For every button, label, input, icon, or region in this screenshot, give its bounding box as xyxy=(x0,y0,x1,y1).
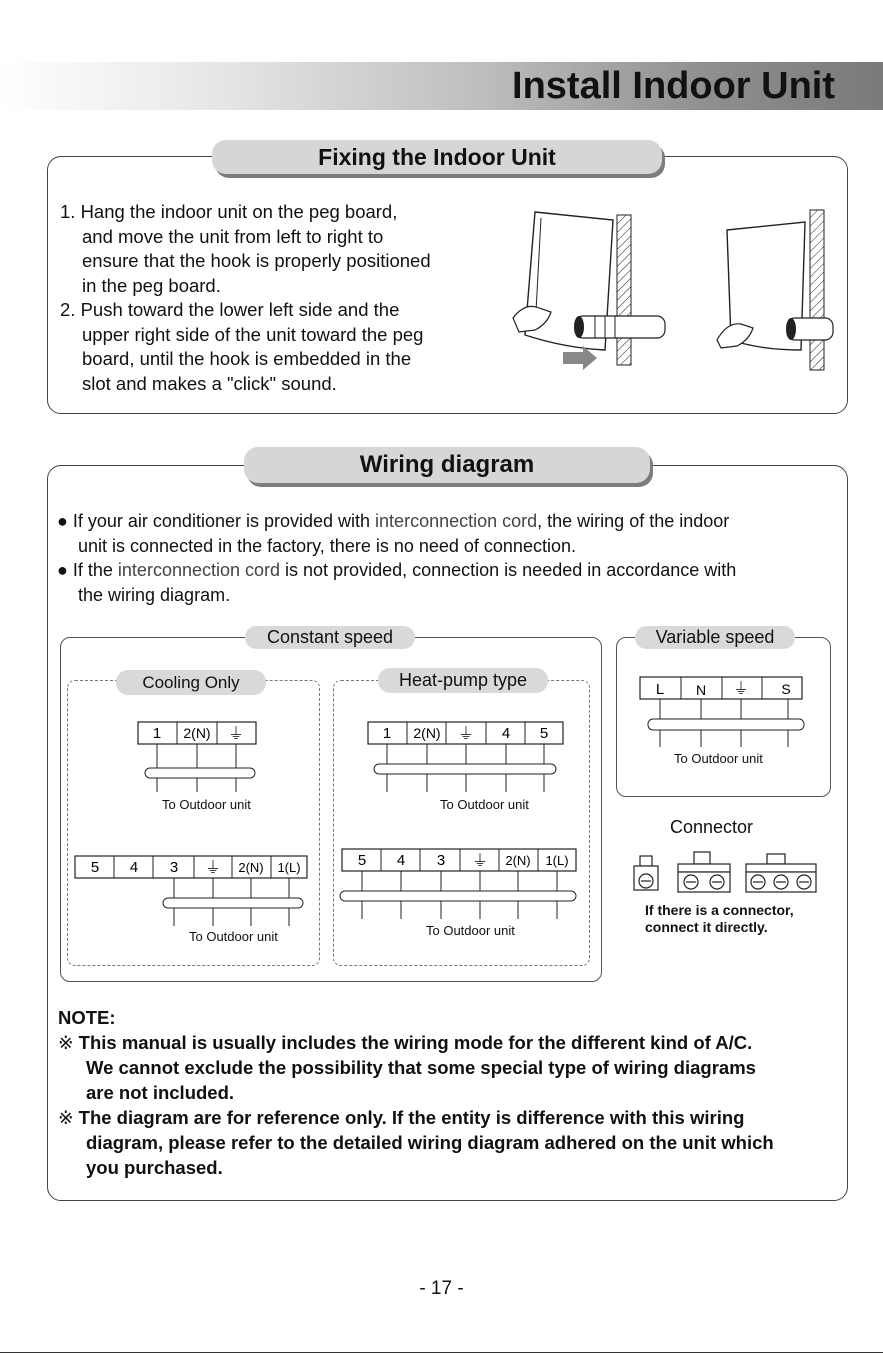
note-line: you purchased. xyxy=(86,1157,223,1178)
heatpump-bottom-label: To Outdoor unit xyxy=(426,923,515,938)
connector-note xyxy=(645,902,794,936)
note-mark-icon: ※ xyxy=(58,1032,74,1053)
constant-speed-title: Constant speed xyxy=(245,626,415,649)
connector-two-pin-icon xyxy=(678,852,730,892)
terminal-label: 3 xyxy=(436,852,446,869)
bullet-2 xyxy=(57,558,837,607)
terminal-label: 2(N) xyxy=(505,853,531,868)
terminal-label: 1(L) xyxy=(277,860,301,875)
note-heading: NOTE: xyxy=(58,1007,116,1028)
cooling-bottom-label: To Outdoor unit xyxy=(189,929,278,944)
step-1-line: ensure that the hook is properly positioned xyxy=(82,250,431,271)
install-illustration xyxy=(505,200,835,380)
terminal-label: S xyxy=(781,681,791,697)
terminal-label: 5 xyxy=(539,725,549,742)
note-line: This manual is usually includes the wiring mode for the different kind of A/C. xyxy=(78,1032,753,1053)
terminal-label: 4 xyxy=(501,725,511,742)
note-line: The diagram are for reference only. If the entity is difference with this wiring xyxy=(78,1107,745,1128)
ground-terminal-icon: ⏚ xyxy=(732,681,750,698)
terminal-label: 2(N) xyxy=(413,725,441,741)
step-2-line: board, until the hook is embedded in the xyxy=(82,348,412,369)
heat-pump-title: Heat-pump type xyxy=(378,668,548,693)
step-1-line: 1. Hang the indoor unit on the peg board, xyxy=(60,201,398,222)
bullet-dot: ● xyxy=(57,511,68,531)
terminal-label: 3 xyxy=(169,859,179,876)
step-2-line: 2. Push toward the lower left side and the xyxy=(60,299,400,320)
terminal-label: 5 xyxy=(90,859,100,876)
bottom-rule xyxy=(0,1352,883,1353)
step-1-line: and move the unit from left to right to xyxy=(82,225,384,247)
terminal-label: 1 xyxy=(382,725,392,742)
bullet-text: If your air conditioner is provided with xyxy=(72,511,376,531)
connector-title: Connector xyxy=(670,817,754,837)
bullet-1 xyxy=(57,509,837,558)
note-mark-icon: ※ xyxy=(58,1107,74,1128)
ground-terminal-icon: ⏚ xyxy=(471,853,489,870)
connector-three-pin-icon xyxy=(746,854,816,892)
terminal-label: L xyxy=(655,681,665,698)
wiring-title xyxy=(244,447,650,483)
terminal-label: 5 xyxy=(357,852,367,869)
bullet-text: unit is connected in the factory, there is no need of connection. xyxy=(78,535,576,556)
step-2-line: upper right side of the unit toward the peg xyxy=(82,323,424,345)
bullet-text: the wiring diagram. xyxy=(78,584,231,605)
wiring-intro xyxy=(57,509,837,607)
fixing-title xyxy=(212,140,662,174)
cooling-bottom-diagram xyxy=(73,854,313,934)
cooling-top-label: To Outdoor unit xyxy=(162,797,251,812)
note-block xyxy=(58,1005,838,1180)
bullet-text: , the wiring of the indoor xyxy=(537,511,730,531)
terminal-label: 2(N) xyxy=(183,725,211,741)
note-line: We cannot exclude the possibility that some special type of wiring diagrams xyxy=(86,1057,756,1078)
terminal-label: 2(N) xyxy=(238,860,264,875)
cooling-only-title: Cooling Only xyxy=(116,670,266,695)
note-item-2 xyxy=(58,1105,838,1180)
page-title: Install Indoor Unit xyxy=(512,65,835,107)
variable-diagram xyxy=(636,675,811,753)
variable-label: To Outdoor unit xyxy=(674,751,763,766)
bullet-highlight: interconnection cord xyxy=(375,511,538,531)
step-2 xyxy=(60,298,500,396)
terminal-label: 4 xyxy=(396,852,406,869)
terminal-label: N xyxy=(695,682,707,698)
fixing-title-text: Fixing the Indoor Unit xyxy=(318,144,556,170)
step-2-line: slot and makes a "click" sound. xyxy=(82,372,337,394)
terminal-label: 1(L) xyxy=(545,853,569,868)
step-1 xyxy=(60,200,500,298)
ground-terminal-icon: ⏚ xyxy=(227,726,245,743)
step-1-line: in the peg board. xyxy=(82,274,221,296)
note-line: diagram, please refer to the detailed wiring diagram adhered on the unit which xyxy=(86,1132,774,1153)
terminal-label: 1 xyxy=(152,725,162,742)
variable-speed-title: Variable speed xyxy=(635,626,795,649)
connector-icons xyxy=(632,850,822,895)
terminal-label: 4 xyxy=(129,859,139,876)
connector-note-line: connect it directly. xyxy=(645,919,768,935)
page-number: - 17 - xyxy=(419,1278,464,1299)
heatpump-bottom-diagram xyxy=(338,847,583,927)
ground-terminal-icon: ⏚ xyxy=(204,860,222,877)
bullet-dot: ● xyxy=(57,560,68,580)
ground-terminal-icon: ⏚ xyxy=(457,726,475,743)
connector-one-pin-icon xyxy=(634,856,658,890)
heatpump-top-diagram xyxy=(366,720,571,805)
bullet-text: If the xyxy=(72,560,118,580)
fixing-steps xyxy=(60,200,500,396)
bullet-highlight: interconnection cord xyxy=(117,560,281,580)
note-line: are not included. xyxy=(86,1082,235,1103)
heatpump-top-label: To Outdoor unit xyxy=(440,797,529,812)
wiring-title-text: Wiring diagram xyxy=(359,451,535,478)
note-item-1 xyxy=(58,1030,838,1105)
bullet-text: is not provided, connection is needed in accordance with xyxy=(280,560,737,580)
connector-note-line: If there is a connector, xyxy=(645,902,794,918)
